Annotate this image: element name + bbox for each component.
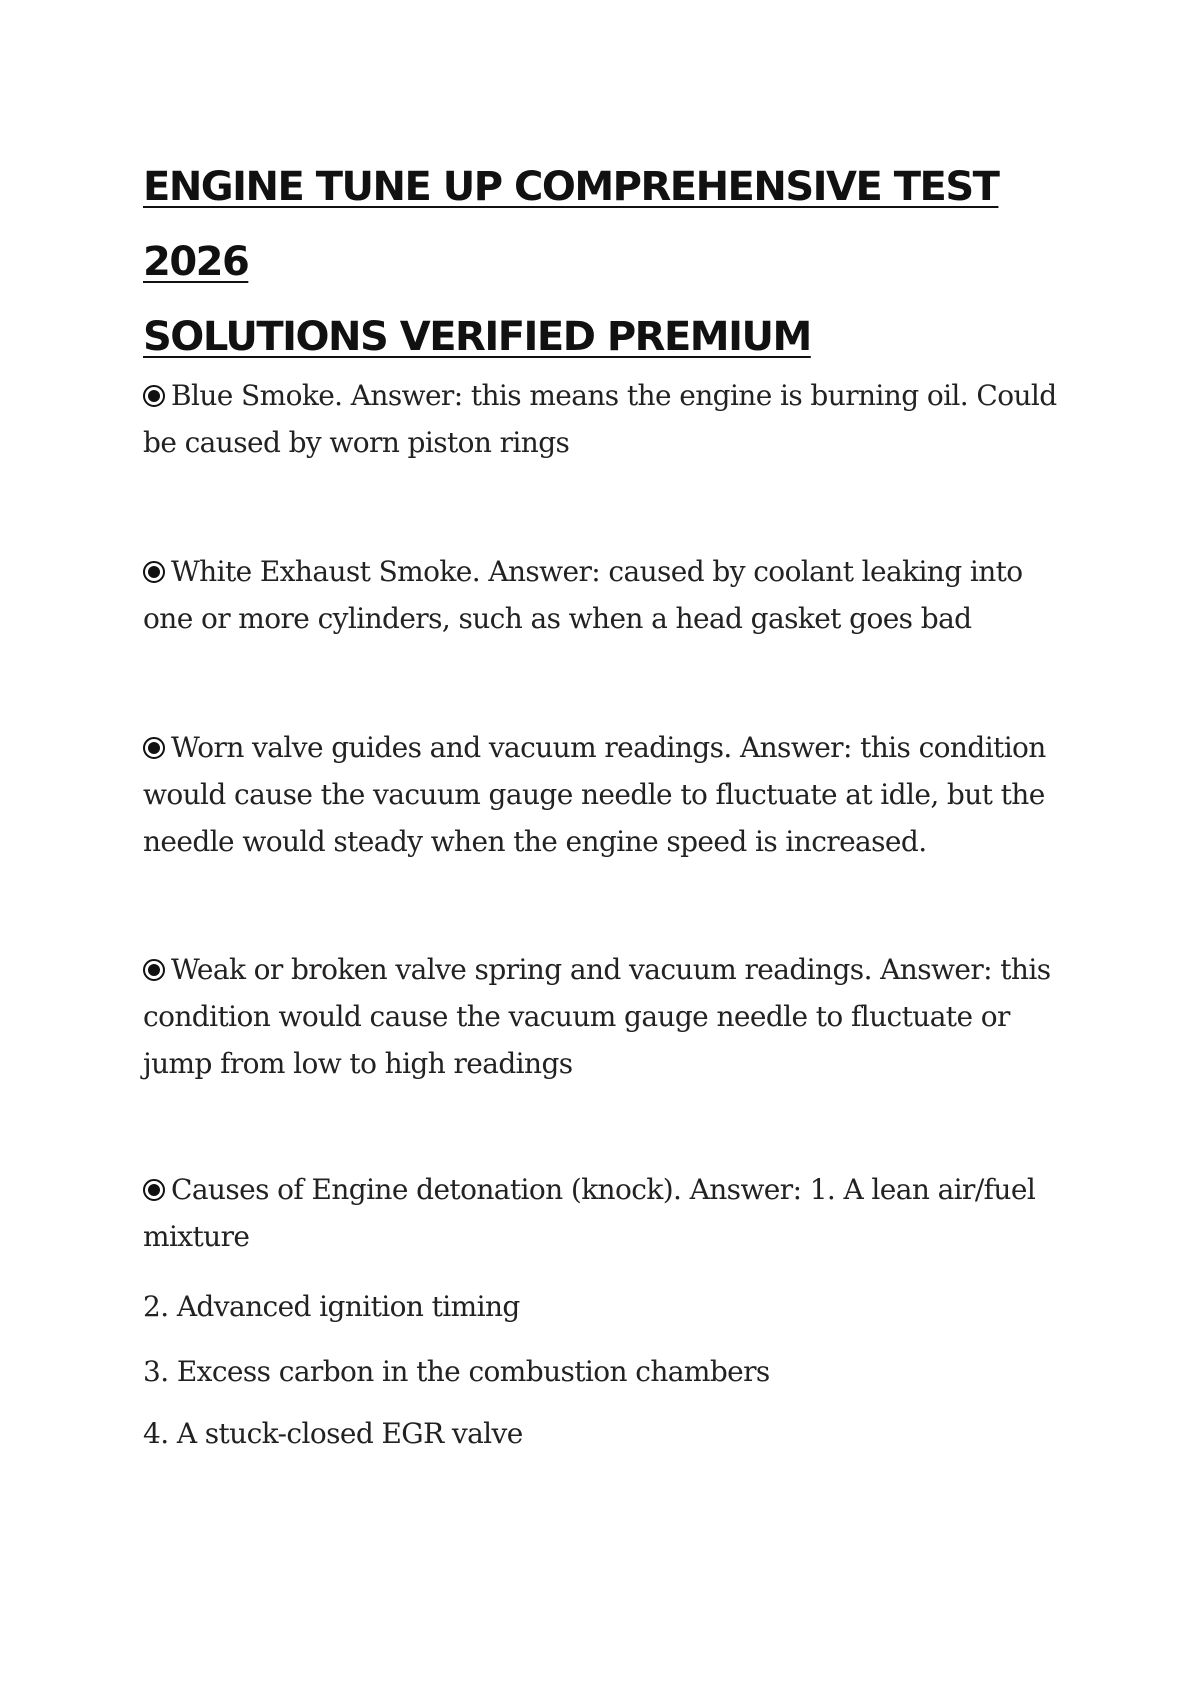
qa-item-text: Worn valve guides and vacuum readings. Answer: this condition would cause the vacuum gauge needle to fluctuate at idle, but the needle would steady when the engine speed is increased. (143, 731, 1046, 858)
radio-bullet-icon (143, 959, 165, 981)
list-item-4: 4. A stuck-closed EGR valve (143, 1417, 523, 1450)
list-item-2: 2. Advanced ignition timing (143, 1290, 520, 1323)
qa-item-blue-smoke (143, 372, 1073, 466)
qa-item-text: White Exhaust Smoke. Answer: caused by coolant leaking into one or more cylinders, such as when a head gasket goes bad (143, 555, 1023, 635)
title-line-2: SOLUTIONS VERIFIED PREMIUM (143, 314, 811, 360)
radio-bullet-icon (143, 561, 165, 583)
title-line-1: ENGINE TUNE UP COMPREHENSIVE TEST 2026 (143, 164, 999, 285)
document-title (143, 150, 1073, 375)
document-page (143, 0, 1073, 1700)
qa-item-text: Weak or broken valve spring and vacuum readings. Answer: this condition would cause the vacuum gauge needle to fluctuate or jump from low to high readings (143, 953, 1051, 1080)
qa-item-text: Causes of Engine detonation (knock). Answer: 1. A lean air/fuel mixture (143, 1173, 1036, 1253)
list-item-3: 3. Excess carbon in the combustion chambers (143, 1355, 770, 1388)
qa-item-valve-guides (143, 724, 1073, 865)
qa-item-white-smoke (143, 548, 1073, 642)
qa-item-detonation (143, 1166, 1073, 1260)
radio-bullet-icon (143, 385, 165, 407)
qa-item-text: Blue Smoke. Answer: this means the engine is burning oil. Could be caused by worn piston rings (143, 379, 1057, 459)
radio-bullet-icon (143, 737, 165, 759)
qa-item-valve-spring (143, 946, 1073, 1087)
radio-bullet-icon (143, 1179, 165, 1201)
